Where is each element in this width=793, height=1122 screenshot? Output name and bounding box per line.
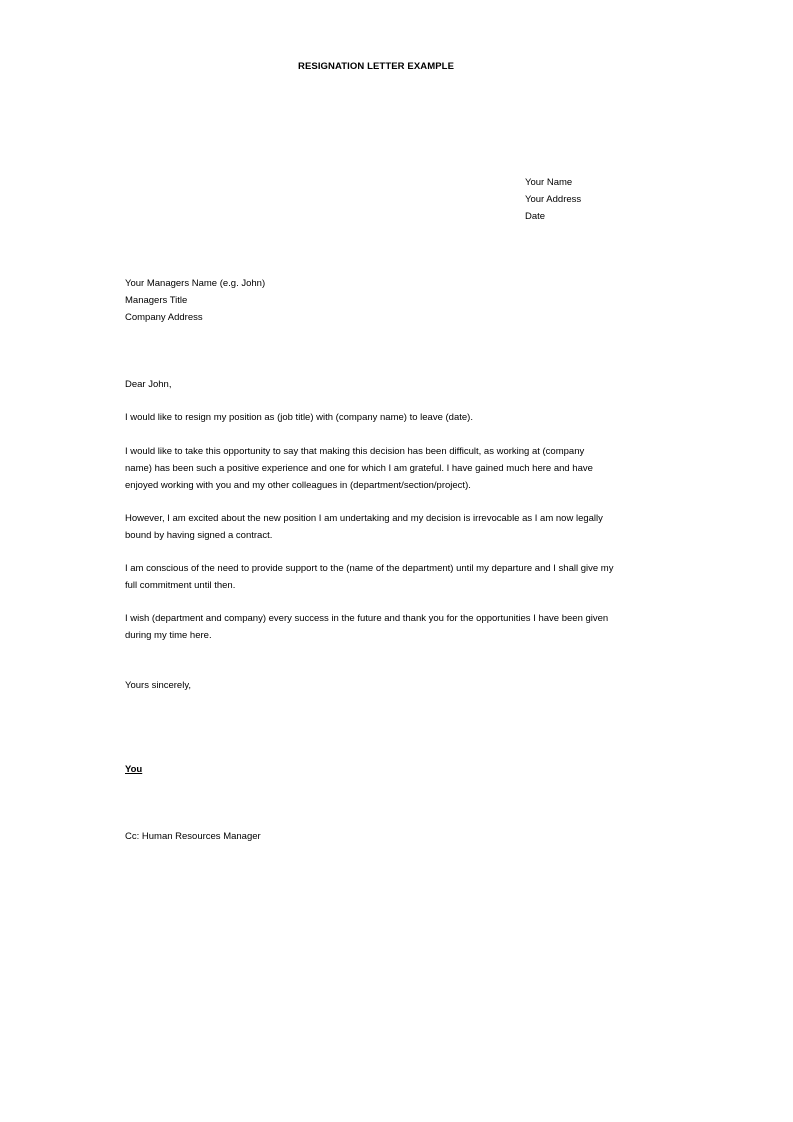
paragraph-line: I wish (department and company) every success in the future and thank you for the opportunities I have been given <box>125 613 609 624</box>
paragraph-gratitude <box>125 443 630 494</box>
sender-block <box>525 174 725 225</box>
recipient-block <box>125 275 525 326</box>
paragraph-resignation <box>125 409 630 426</box>
paragraph-support <box>125 560 630 594</box>
document-title: RESIGNATION LETTER EXAMPLE <box>297 61 454 72</box>
recipient-address: Company Address <box>125 312 203 323</box>
paragraph-line: name) has been such a positive experience and one for which I am grateful. I have gained much here and have <box>125 463 593 474</box>
salutation: Dear John, <box>125 379 172 390</box>
sender-date: Date <box>525 211 546 222</box>
cc-line: Cc: Human Resources Manager <box>125 831 261 842</box>
paragraph-line: I would like to take this opportunity to say that making this decision has been difficult, as working at (company <box>125 446 585 457</box>
paragraph-line: bound by having signed a contract. <box>125 530 273 541</box>
closing: Yours sincerely, <box>125 680 192 691</box>
recipient-name: Your Managers Name (e.g. John) <box>125 278 266 289</box>
paragraph-line: full commitment until then. <box>125 580 236 591</box>
paragraph-wishes <box>125 610 630 644</box>
paragraph-line: enjoyed working with you and my other colleagues in (department/section/project). <box>125 480 471 491</box>
paragraph-line: However, I am excited about the new position I am undertaking and my decision is irrevocable as I am now legally <box>125 513 603 524</box>
signature: You <box>125 764 143 775</box>
recipient-title: Managers Title <box>125 295 188 306</box>
paragraph-line: during my time here. <box>125 630 212 641</box>
paragraph-new-position <box>125 510 630 544</box>
sender-name: Your Name <box>525 177 573 188</box>
paragraph-line: I am conscious of the need to provide support to the (name of the department) until my departure and I shall give my <box>125 563 614 574</box>
paragraph-line: I would like to resign my position as (job title) with (company name) to leave (date). <box>125 412 473 423</box>
sender-address: Your Address <box>525 194 582 205</box>
